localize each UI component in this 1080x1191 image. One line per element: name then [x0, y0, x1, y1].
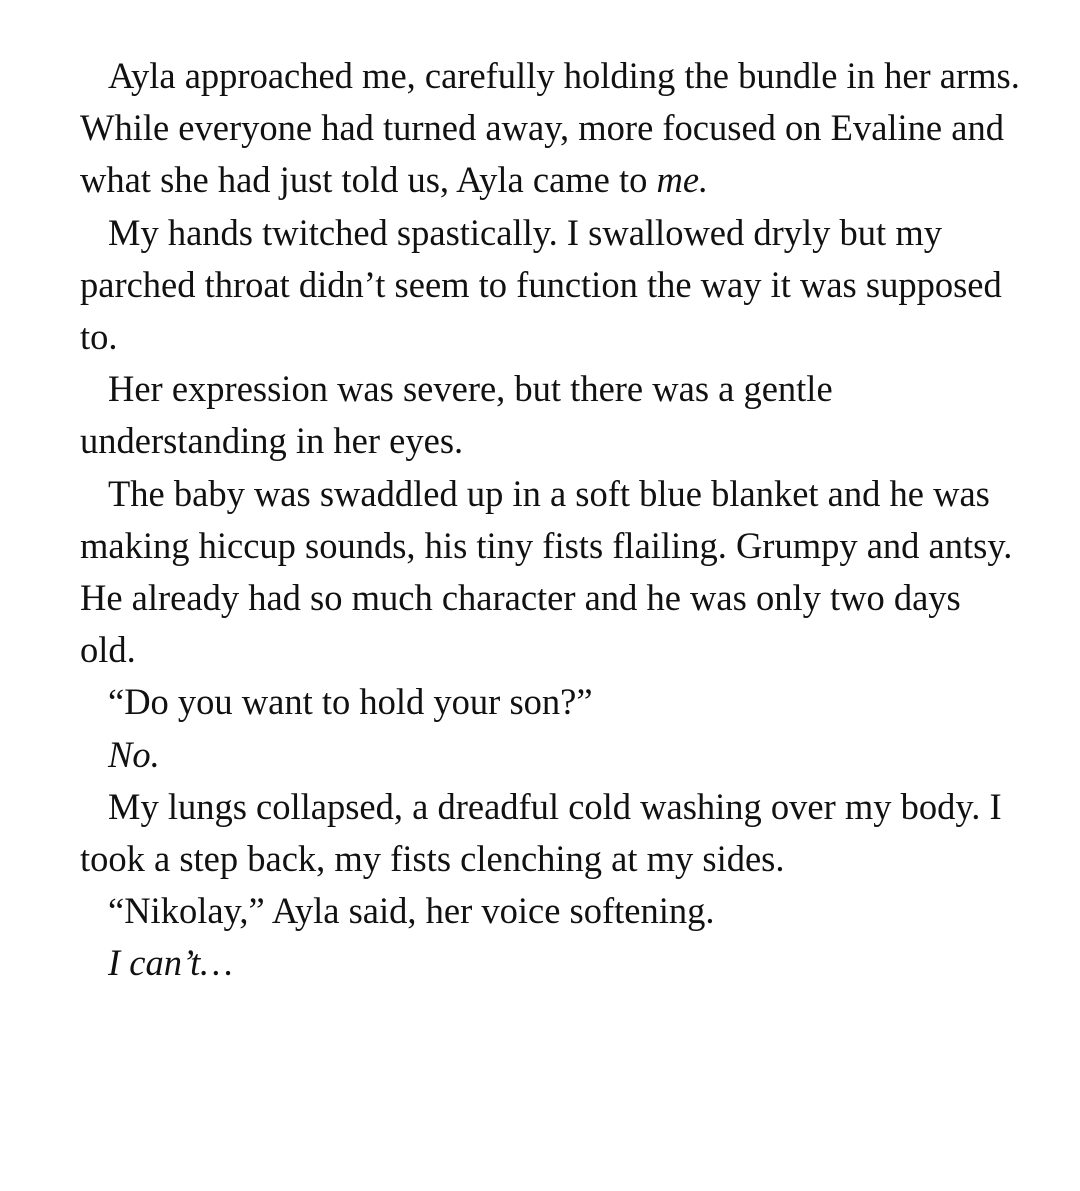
paragraph-italic-text: I can’t… [108, 942, 233, 984]
paragraph-text: My lungs collapsed, a dreadful cold washing over my body. I took a step back, my fists clenching at my sides. [80, 785, 1002, 880]
paragraph-text: “Do you want to hold your son?” [108, 681, 593, 723]
paragraph [80, 781, 1020, 885]
paragraph-text: My hands twitched spastically. I swallowed dryly but my parched throat didn’t seem to function the way it was supposed to. [80, 211, 1002, 358]
paragraph [80, 937, 1020, 989]
paragraph [80, 729, 1020, 781]
paragraph [80, 885, 1020, 937]
paragraph-text: The baby was swaddled up in a soft blue blanket and he was making hiccup sounds, his tiny fists flailing. Grumpy and antsy. He already had so much character and he was only two days old. [80, 472, 1013, 671]
book-page [80, 50, 1020, 990]
paragraph [80, 363, 1020, 467]
paragraph-text: Ayla approached me, carefully holding the bundle in her arms. While everyone had turned away, more focused on Evaline and what she had just told us, Ayla came to [80, 55, 1020, 201]
paragraph-italic-text: me. [656, 159, 709, 201]
paragraph [80, 50, 1020, 207]
paragraph-text: Her expression was severe, but there was a gentle understanding in her eyes. [80, 368, 833, 462]
paragraph [80, 676, 1020, 728]
paragraph [80, 207, 1020, 364]
paragraph [80, 468, 1020, 677]
paragraph-italic-text: No. [108, 733, 160, 775]
paragraph-text: “Nikolay,” Ayla said, her voice softening. [108, 890, 715, 932]
